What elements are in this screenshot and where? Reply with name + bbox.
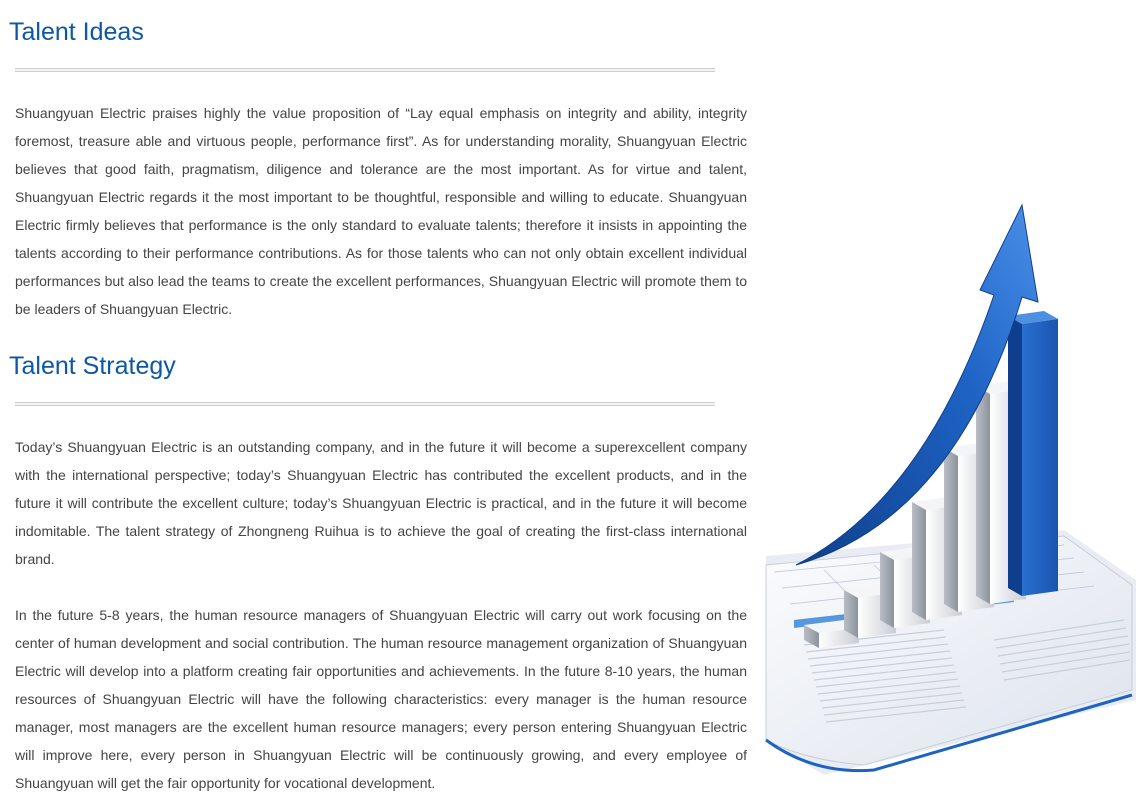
talent-strategy-divider	[15, 402, 715, 406]
talent-ideas-divider	[15, 68, 715, 72]
talent-strategy-heading: Talent Strategy	[9, 352, 176, 380]
talent-ideas-paragraph: Shuangyuan Electric praises highly the value proposition of “Lay equal emphasis on integrity and ability, integrity foremost, treasure able and virtuous people, performance first”. As for understanding morality, Shuangyuan Electric believes that good faith, pragmatism, diligence and tolerance are the most important. As for virtue and talent, Shuangyuan Electric regards it the most important to be thoughtful, responsible and willing to educate. Shuangyuan Electric firmly believes that performance is the only standard to evaluate talents; therefore it insists in appointing the talents according to their performance contributions. As for those talents who can not only obtain excellent individual performances but also lead the teams to create the excellent performances, Shuangyuan Electric will promote them to be leaders of Shuangyuan Electric.	[15, 105, 747, 317]
talent-ideas-heading: Talent Ideas	[9, 18, 144, 46]
growth-bar-chart-arrow-icon	[764, 200, 1136, 790]
bar-7-blue	[1008, 311, 1058, 596]
talent-strategy-paragraph-1: Today’s Shuangyuan Electric is an outstanding company, and in the future it will become a superexcellent company with the international perspective; today’s Shuangyuan Electric has contributed the excellent products, and in the future it will contribute the excellent culture; today’s Shuangyuan Electric is practical, and in the future it will become indomitable. The talent strategy of Zhongneng Ruihua is to achieve the goal of creating the first-class international brand.	[15, 439, 747, 567]
talent-strategy-paragraph-2: In the future 5-8 years, the human resource managers of Shuangyuan Electric will carry out work focusing on the center of human development and social contribution. The human resource management organization of Shuangyuan Electric will develop into a platform creating fair opportunities and achievements. In the future 8-10 years, the human resources of Shuangyuan Electric will have the following characteristics: every manager is the human resource manager, most managers are the excellent human resource managers; every person entering Shuangyuan Electric will improve here, every person in Shuangyuan Electric will be continuously growing, and every employee of Shuangyuan will get the fair opportunity for vocational development.	[15, 607, 747, 791]
